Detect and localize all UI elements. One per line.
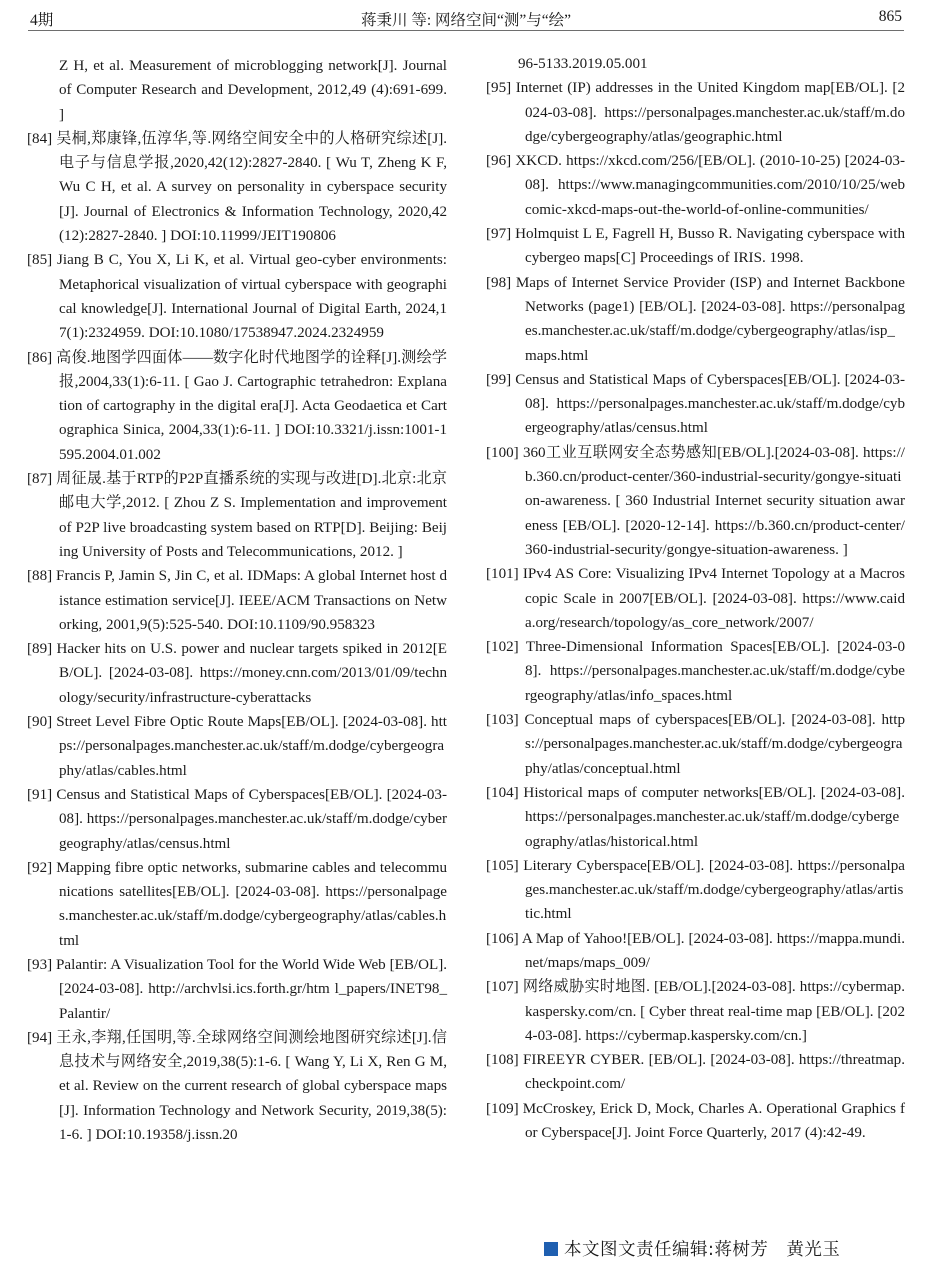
reference-number: [92]: [27, 859, 53, 876]
reference-number: [101]: [486, 566, 519, 583]
reference-number: [102]: [486, 639, 519, 656]
reference-entry: [27, 783, 447, 856]
reference-text: 吴桐,郑康锋,伍淳华,等.网络空间安全中的人格研究综述[J].电子与信息学报,2020,42(12):2827-2840. [ Wu T, Zheng K F, Wu C H, et al. A survey on personality in cyberspace security[J]. Journal of Electronics & Information Technology, 2020,42(12):2827-2840. ] DOI:10.11999/JEIT190806: [56, 130, 448, 245]
reference-text: 王永,李翔,任国明,等.全球网络空间测绘地图研究综述[J].信息技术与网络安全,2019,38(5):1-6. [ Wang Y, Li X, Ren G M, et al. Review on the current research of global cyberspace maps[J]. Information Technology and Network Security, 2019,38(5):1-6. ] DOI:10.19358/j.issn.20: [56, 1029, 448, 1144]
reference-number: [89]: [27, 641, 53, 658]
reference-entry: [486, 854, 905, 927]
reference-text: 周征晟.基于RTP的P2P直播系统的实现与改进[D].北京:北京邮电大学,2012. [ Zhou Z S. Implementation and improvement of P2P live broadcasting system based on RTP[D]. Beijing: Beijing University of Posts and Telecommunications, 2012. ]: [56, 471, 447, 560]
reference-number: [94]: [27, 1029, 53, 1046]
reference-number: [98]: [486, 274, 512, 291]
reference-entry: [486, 975, 905, 1048]
reference-text: Three-Dimensional Information Spaces[EB/OL]. [2024-03-08]. https://personalpages.manchester.ac.uk/staff/m.dodge/cybergeography/atlas/info_spaces.html: [525, 639, 905, 704]
reference-number: [104]: [486, 784, 519, 801]
reference-continuation: 96-5133.2019.05.001: [518, 56, 648, 72]
reference-text: Holmquist L E, Fagrell H, Busso R. Navigating cyberspace with cybergeo maps[C] Proceedings of IRIS. 1998.: [515, 226, 905, 267]
reference-number: [88]: [27, 568, 53, 585]
reference-entry: [486, 1097, 905, 1146]
reference-entry: [27, 127, 447, 248]
reference-text: Palantir: A Visualization Tool for the World Wide Web [EB/OL]. [2024-03-08]. http://archvlsi.ics.forth.gr/htm l_papers/INET98_Palantir/: [56, 956, 447, 1022]
reference-text: FIREEYR CYBER. [EB/OL]. [2024-03-08]. https://threatmap.checkpoint.com/: [523, 1052, 905, 1093]
reference-entry: [27, 346, 447, 467]
reference-text: 360工业互联网安全态势感知[EB/OL].[2024-03-08]. https://b.360.cn/product-center/360-industrial-security/gongye-situation-awareness. [ 360 Industrial Internet security situation awareness [EB/OL]. [2020-12-14]. https://b.360.cn/product-center/360-industrial-security/gongye-situation-awareness. ]: [522, 444, 905, 558]
reference-number: [103]: [486, 712, 519, 729]
reference-entry: [27, 710, 447, 783]
reference-entry: [486, 708, 905, 781]
reference-entry: [27, 637, 447, 710]
reference-text: 网络威胁实时地图. [EB/OL].[2024-03-08]. https://cybermap.kaspersky.com/cn. [ Cyber threat real-time map [EB/OL]. [2024-03-08]. https://cybermap.kaspersky.com/cn.]: [522, 979, 906, 1044]
reference-text: Census and Statistical Maps of Cyberspaces[EB/OL]. [2024-03-08]. https://personalpages.manchester.ac.uk/staff/m.dodge/cybergeography/atlas/census.html: [515, 371, 905, 437]
reference-text: Jiang B C, You X, Li K, et al. Virtual geo-cyber environments: Metaphorical visualization of virtual cyberspace with geographical knowledge[J]. International Journal of Digital Earth, 2024,17(1):2324959. DOI:10.1080/17538947.2024.2324959: [57, 252, 447, 342]
running-title: 蒋秉川 等: 网络空间“测”与“绘”: [360, 12, 572, 29]
reference-number: [99]: [486, 371, 512, 388]
reference-number: [84]: [27, 130, 53, 147]
reference-text: Conceptual maps of cyberspaces[EB/OL]. [2024-03-08]. https://personalpages.manchester.ac.uk/staff/m.dodge/cybergeography/atlas/conceptual.html: [524, 712, 905, 777]
page-number: 865: [878, 8, 902, 25]
reference-entry: [486, 271, 905, 368]
running-header: [28, 4, 904, 31]
reference-entry: [27, 953, 447, 1026]
reference-entry: [27, 856, 447, 953]
reference-entry: [27, 564, 447, 637]
left-column: [27, 54, 447, 1147]
reference-entry: [486, 222, 905, 271]
reference-number: [96]: [486, 153, 512, 170]
reference-text: 高俊.地图学四面体——数字化时代地图学的诠释[J].测绘学报,2004,33(1):6-11. [ Gao J. Cartographic tetrahedron: Explanation of cartography in the digital era[J]. Acta Geodaetica et Cartographica Sinica, 2004,33(1):6-11. ] DOI:10.3321/j.issn:1001-1595.2004.01.002: [56, 349, 447, 463]
reference-entry: [27, 248, 447, 345]
reference-text: Francis P, Jamin S, Jin C, et al. IDMaps: A global Internet host distance estimation service[J]. IEEE/ACM Transactions on Networking, 2001,9(5):525-540. DOI:10.1109/90.958323: [56, 568, 447, 633]
reference-entry: [486, 76, 905, 149]
reference-text: McCroskey, Erick D, Mock, Charles A. Operational Graphics for Cyberspace[J]. Joint Force Quarterly, 2017 (4):42-49.: [522, 1100, 905, 1142]
reference-text: Census and Statistical Maps of Cyberspaces[EB/OL]. [2024-03-08]. https://personalpages.manchester.ac.uk/staff/m.dodge/cybergeography/atlas/census.html: [56, 786, 447, 852]
reference-number: [105]: [486, 857, 519, 874]
reference-number: [85]: [27, 252, 53, 269]
reference-entry: [486, 781, 905, 854]
reference-number: [108]: [486, 1052, 519, 1069]
reference-text: Mapping fibre optic networks, submarine cables and telecommunications satellites[EB/OL]. [2024-03-08]. https://personalpages.manchester.ac.uk/staff/m.dodge/cybergeography/atlas/cables.html: [56, 859, 447, 949]
reference-number: [107]: [486, 979, 519, 996]
reference-number: [91]: [27, 786, 53, 803]
reference-number: [87]: [27, 471, 53, 488]
reference-text: Literary Cyberspace[EB/OL]. [2024-03-08]. https://personalpages.manchester.ac.uk/staff/m.dodge/cybergeography/atlas/artistic.html: [523, 857, 905, 923]
editor-credit: [544, 1236, 840, 1261]
right-column: [486, 52, 905, 1145]
reference-text: XKCD. https://xkcd.com/256/[EB/OL]. (2010-10-25) [2024-03-08]. https://www.managingcommunities.com/2010/10/25/webcomic-xkcd-maps-out-the-world-of-online-communities/: [515, 153, 905, 218]
reference-text: IPv4 AS Core: Visualizing IPv4 Internet Topology at a Macroscopic Scale in 2007[EB/OL]. [2024-03-08]. https://www.caida.org/research/topology/as_core_network/2007/: [522, 566, 905, 631]
reference-entry: [486, 441, 905, 562]
reference-text: Historical maps of computer networks[EB/OL]. [2024-03-08]. https://personalpages.manchester.ac.uk/staff/m.dodge/cybergeography/atlas/historical.html: [523, 784, 905, 850]
reference-number: [95]: [486, 80, 512, 97]
reference-entry: [486, 562, 905, 635]
reference-number: [90]: [27, 714, 53, 731]
reference-text: A Map of Yahoo![EB/OL]. [2024-03-08]. https://mappa.mundi.net/maps/maps_009/: [521, 930, 905, 971]
reference-text: Street Level Fibre Optic Route Maps[EB/OL]. [2024-03-08]. https://personalpages.manchester.ac.uk/staff/m.dodge/cybergeography/atlas/cables.html: [56, 714, 447, 779]
reference-number: [109]: [486, 1100, 519, 1117]
reference-number: [93]: [27, 956, 53, 973]
issue-label: 4期: [30, 12, 54, 29]
reference-number: [100]: [486, 444, 519, 461]
reference-text: Hacker hits on U.S. power and nuclear targets spiked in 2012[EB/OL]. [2024-03-08]. https://money.cnn.com/2013/01/09/technology/security/infrastructure-cyberattacks: [56, 641, 447, 706]
reference-entry: [486, 149, 905, 222]
editor-credit-text: 本文图文责任编辑:蒋树芳 黄光玉: [564, 1240, 841, 1260]
blue-square-icon: [544, 1242, 558, 1256]
reference-text: Maps of Internet Service Provider (ISP) and Internet Backbone Networks (page1) [EB/OL]. [2024-03-08]. https://personalpages.manchester.ac.uk/staff/m.dodge/cybergeography/atlas/isp_maps.html: [515, 274, 905, 364]
reference-continuation: Z H, et al. Measurement of microblogging network[J]. Journal of Computer Research and Development, 2012,49 (4):691-699. ]: [59, 58, 447, 123]
reference-text: Internet (IP) addresses in the United Kingdom map[EB/OL]. [2024-03-08]. https://personalpages.manchester.ac.uk/staff/m.dodge/cybergeography/atlas/geographic.html: [515, 80, 905, 145]
reference-entry: [27, 467, 447, 564]
reference-entry: [486, 927, 905, 976]
reference-entry: [27, 1026, 447, 1147]
reference-number: [86]: [27, 349, 53, 366]
reference-number: [106]: [486, 930, 519, 947]
reference-entry: [486, 635, 905, 708]
reference-number: [97]: [486, 226, 512, 243]
reference-entry: [486, 1048, 905, 1097]
reference-entry: [486, 368, 905, 441]
